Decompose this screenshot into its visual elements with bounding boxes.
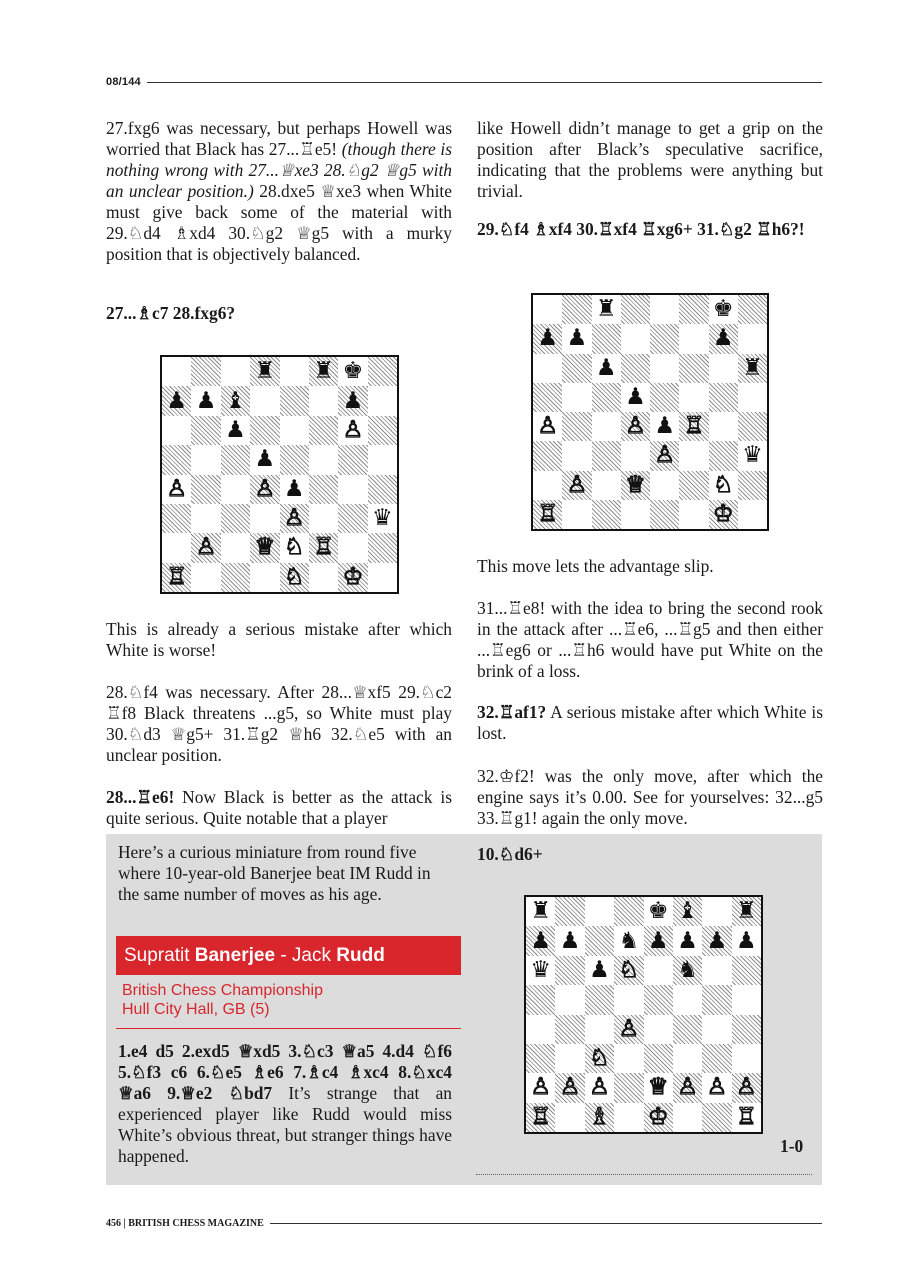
header-rule (147, 82, 822, 83)
white-pawn-icon: ♙ (530, 1074, 551, 1101)
square-g2 (338, 533, 367, 562)
black-pawn-icon: ♟ (166, 387, 187, 414)
black-rook-icon: ♜ (595, 296, 617, 323)
square-c2 (221, 533, 250, 562)
square-d1 (250, 563, 279, 592)
black-pawn-icon: ♟ (537, 325, 558, 352)
black-rook-icon: ♜ (313, 358, 334, 385)
white-queen-icon: ♕ (625, 471, 646, 498)
white-pawn-icon: ♙ (166, 475, 187, 502)
square-e5 (280, 445, 309, 474)
white-knight-icon: ♘ (283, 534, 305, 561)
black-queen-icon: ♛ (742, 442, 763, 469)
square-h6 (738, 354, 767, 383)
square-d4 (250, 475, 279, 504)
square-d7 (250, 386, 279, 415)
white-knight-icon: ♘ (283, 563, 305, 590)
square-c2 (585, 1073, 614, 1102)
square-f1 (673, 1103, 702, 1132)
square-c4 (221, 475, 250, 504)
square-c1 (585, 1103, 614, 1132)
square-d8 (621, 295, 650, 324)
black-pawn-icon: ♟ (647, 927, 669, 954)
square-c6 (592, 354, 621, 383)
left-paragraph-1: 27.fxg6 was necessary, but perhaps Howell was worried that Black has 27...♖e5! (though there is nothing wrong with 27...♕xe3 28.♘g2 ♕g5 with an unclear position.) 28.dxe5 ♕xe3 when White must give back some of the material with 29.♘d4 ♗xd4 30.♘g2 ♕g5 with a murky position that is objectively balanced. (106, 118, 453, 264)
square-d6 (621, 354, 650, 383)
square-f8 (309, 357, 338, 386)
black-pawn-icon: ♟ (706, 927, 728, 954)
square-g1 (709, 500, 738, 529)
white-rook-icon: ♖ (166, 563, 187, 590)
white-pawn-icon: ♙ (566, 471, 588, 498)
square-h4 (738, 412, 767, 441)
square-e8 (644, 897, 673, 926)
square-b5 (555, 985, 584, 1014)
square-d6 (614, 956, 643, 985)
square-a8 (533, 295, 562, 324)
page-header (106, 76, 822, 88)
square-a6 (533, 354, 562, 383)
square-e1 (650, 500, 679, 529)
square-a7 (162, 386, 191, 415)
square-d3 (621, 441, 650, 470)
white-rook-icon: ♖ (530, 1103, 551, 1130)
square-g2 (702, 1073, 731, 1102)
square-c5 (221, 445, 250, 474)
game-result: 1-0 (780, 1136, 804, 1156)
square-d4 (614, 1015, 643, 1044)
square-g7 (338, 386, 367, 415)
black-pawn-icon: ♟ (530, 927, 551, 954)
white-rook-icon: ♖ (736, 1103, 757, 1130)
white-pawn-icon: ♙ (283, 505, 305, 532)
square-a4 (526, 1015, 555, 1044)
square-b7 (555, 926, 584, 955)
square-h1 (738, 500, 767, 529)
square-c8 (585, 897, 614, 926)
square-d3 (614, 1044, 643, 1073)
black-queen-icon: ♛ (530, 956, 551, 983)
square-h8 (732, 897, 761, 926)
square-b3 (562, 441, 591, 470)
square-h8 (368, 357, 397, 386)
square-b6 (562, 354, 591, 383)
black-king-icon: ♚ (712, 296, 734, 323)
black-bishop-icon: ♝ (225, 387, 246, 414)
square-b1 (555, 1103, 584, 1132)
square-g7 (702, 926, 731, 955)
square-g2 (709, 471, 738, 500)
white-pawn-icon: ♙ (342, 416, 364, 443)
black-pawn-icon: ♟ (225, 416, 246, 443)
square-c3 (592, 441, 621, 470)
square-f5 (679, 383, 708, 412)
white-pawn-icon: ♙ (559, 1074, 581, 1101)
square-e3 (650, 441, 679, 470)
square-f2 (309, 533, 338, 562)
boxout-dotted-rule (476, 1174, 812, 1175)
square-a4 (533, 412, 562, 441)
square-g5 (709, 383, 738, 412)
white-pawn-icon: ♙ (195, 534, 217, 561)
white-king-icon: ♔ (342, 563, 364, 590)
event-info: British Chess Championship Hull City Hall, GB (5) (122, 982, 323, 1018)
square-f7 (679, 324, 708, 353)
white-king-icon: ♔ (647, 1103, 669, 1130)
black-rook-icon: ♜ (254, 358, 276, 385)
square-b6 (555, 956, 584, 985)
square-h3 (368, 504, 397, 533)
square-c8 (592, 295, 621, 324)
white-queen-icon: ♕ (254, 534, 276, 561)
black-pawn-icon: ♟ (625, 383, 646, 410)
square-a6 (526, 956, 555, 985)
square-g4 (702, 1015, 731, 1044)
square-g8 (702, 897, 731, 926)
square-h1 (732, 1103, 761, 1132)
square-c4 (592, 412, 621, 441)
square-e7 (280, 386, 309, 415)
square-c1 (221, 563, 250, 592)
square-h7 (732, 926, 761, 955)
square-a2 (162, 533, 191, 562)
square-h2 (732, 1073, 761, 1102)
square-b5 (191, 445, 220, 474)
square-g8 (709, 295, 738, 324)
square-f1 (309, 563, 338, 592)
square-a4 (162, 475, 191, 504)
footer-rule (270, 1223, 822, 1224)
square-a1 (526, 1103, 555, 1132)
white-rook-icon: ♖ (313, 534, 334, 561)
square-b8 (562, 295, 591, 324)
square-h1 (368, 563, 397, 592)
white-pawn-icon: ♙ (589, 1074, 610, 1101)
square-g3 (702, 1044, 731, 1073)
square-f6 (679, 354, 708, 383)
square-f3 (679, 441, 708, 470)
chess-diagram-1 (160, 355, 399, 594)
black-king-icon: ♚ (342, 358, 364, 385)
square-g6 (702, 956, 731, 985)
page-reference: 08/144 (106, 76, 141, 88)
players-banner: Supratit Banerjee - Jack Rudd (116, 936, 461, 975)
square-d7 (621, 324, 650, 353)
square-c7 (221, 386, 250, 415)
black-pawn-icon: ♟ (566, 325, 588, 352)
square-b4 (555, 1015, 584, 1044)
black-pawn-icon: ♟ (712, 325, 734, 352)
right-move-1: 29.♘f4 ♗xf4 30.♖xf4 ♖xg6+ 31.♘g2 ♖h6?! (477, 219, 805, 239)
square-f6 (309, 416, 338, 445)
square-g7 (709, 324, 738, 353)
square-d1 (614, 1103, 643, 1132)
square-d4 (621, 412, 650, 441)
square-g6 (338, 416, 367, 445)
chess-diagram-3 (524, 895, 763, 1134)
square-d5 (614, 985, 643, 1014)
black-pawn-icon: ♟ (654, 413, 675, 440)
square-f4 (679, 412, 708, 441)
square-d1 (621, 500, 650, 529)
square-c2 (592, 471, 621, 500)
square-a7 (533, 324, 562, 353)
square-e5 (644, 985, 673, 1014)
square-b4 (191, 475, 220, 504)
footer-text: 456 | BRITISH CHESS MAGAZINE (106, 1218, 264, 1229)
square-e5 (650, 383, 679, 412)
black-pawn-icon: ♟ (559, 927, 581, 954)
square-f8 (679, 295, 708, 324)
square-c7 (585, 926, 614, 955)
black-pawn-icon: ♟ (254, 446, 276, 473)
square-c7 (592, 324, 621, 353)
square-f5 (309, 445, 338, 474)
square-g1 (338, 563, 367, 592)
square-h2 (738, 471, 767, 500)
left-paragraph-4: 28...♖e6! Now Black is better as the attack is quite serious. Quite notable that a player (106, 787, 452, 828)
square-d2 (621, 471, 650, 500)
square-b3 (191, 504, 220, 533)
square-b4 (562, 412, 591, 441)
square-c3 (585, 1044, 614, 1073)
square-g4 (338, 475, 367, 504)
square-b2 (555, 1073, 584, 1102)
square-d6 (250, 416, 279, 445)
square-f4 (673, 1015, 702, 1044)
white-queen-icon: ♕ (647, 1074, 669, 1101)
black-knight-icon: ♞ (618, 927, 640, 954)
square-d8 (250, 357, 279, 386)
square-b5 (562, 383, 591, 412)
page-footer (106, 1218, 822, 1229)
left-move-1: 27...♗c7 28.fxg6? (106, 303, 236, 323)
white-pawn-icon: ♙ (706, 1074, 728, 1101)
square-f7 (673, 926, 702, 955)
square-c6 (585, 956, 614, 985)
square-a6 (162, 416, 191, 445)
right-paragraph-5: 32.♔f2! was the only move, after which the engine says it’s 0.00. See for yourselves: 32...g5 33.♖g1! again the only move. (477, 766, 823, 828)
white-knight-icon: ♘ (589, 1045, 610, 1072)
square-g8 (338, 357, 367, 386)
square-a7 (526, 926, 555, 955)
right-paragraph-2: This move lets the advantage slip. (477, 556, 714, 576)
white-pawn-icon: ♙ (537, 413, 558, 440)
black-pawn-icon: ♟ (736, 927, 757, 954)
square-e3 (644, 1044, 673, 1073)
white-pawn-icon: ♙ (677, 1074, 698, 1101)
square-e6 (650, 354, 679, 383)
square-e6 (280, 416, 309, 445)
square-f3 (309, 504, 338, 533)
white-pawn-icon: ♙ (736, 1074, 757, 1101)
square-b2 (191, 533, 220, 562)
square-c5 (585, 985, 614, 1014)
square-e2 (644, 1073, 673, 1102)
square-h5 (368, 445, 397, 474)
square-f1 (679, 500, 708, 529)
square-a3 (526, 1044, 555, 1073)
square-a5 (526, 985, 555, 1014)
square-g3 (709, 441, 738, 470)
square-d8 (614, 897, 643, 926)
square-d7 (614, 926, 643, 955)
black-rook-icon: ♜ (530, 898, 551, 925)
left-paragraph-2: This is already a serious mistake after which White is worse! (106, 619, 452, 660)
square-f4 (309, 475, 338, 504)
square-f2 (679, 471, 708, 500)
square-f6 (673, 956, 702, 985)
square-f8 (673, 897, 702, 926)
right-paragraph-3: 31...♖e8! with the idea to bring the second rook in the attack after ...♖e6, ...♖g5 and then either ...♖eg6 or ...♖h6 would have put White on the brink of a loss. (477, 598, 823, 681)
square-a5 (533, 383, 562, 412)
final-move: 10.♘d6+ (477, 844, 543, 864)
square-h6 (368, 416, 397, 445)
square-e8 (280, 357, 309, 386)
square-c3 (221, 504, 250, 533)
square-b1 (562, 500, 591, 529)
square-e2 (650, 471, 679, 500)
black-bishop-icon: ♝ (677, 898, 698, 925)
black-pawn-icon: ♟ (677, 927, 698, 954)
square-d2 (250, 533, 279, 562)
square-a1 (162, 563, 191, 592)
square-h4 (732, 1015, 761, 1044)
square-h2 (368, 533, 397, 562)
square-d3 (250, 504, 279, 533)
square-b7 (191, 386, 220, 415)
square-g4 (709, 412, 738, 441)
square-a3 (533, 441, 562, 470)
square-b7 (562, 324, 591, 353)
square-g5 (702, 985, 731, 1014)
black-queen-icon: ♛ (372, 505, 393, 532)
square-c8 (221, 357, 250, 386)
square-e7 (650, 324, 679, 353)
square-c6 (221, 416, 250, 445)
white-pawn-icon: ♙ (654, 442, 675, 469)
square-e8 (650, 295, 679, 324)
square-h5 (738, 383, 767, 412)
event-divider (116, 1028, 461, 1029)
square-e7 (644, 926, 673, 955)
black-knight-icon: ♞ (677, 956, 698, 983)
left-paragraph-3: 28.♘f4 was necessary. After 28...♕xf5 29.♘c2 ♖f8 Black threatens ...g5, so White must play 30.♘d3 ♕g5+ 31.♖g2 ♕h6 32.♘e5 with an unclear position. (106, 682, 452, 765)
game-boxout (106, 834, 822, 1185)
black-pawn-icon: ♟ (595, 354, 617, 381)
square-c1 (592, 500, 621, 529)
square-h3 (738, 441, 767, 470)
black-pawn-icon: ♟ (342, 387, 364, 414)
left-column (106, 118, 452, 265)
square-b6 (191, 416, 220, 445)
square-f3 (673, 1044, 702, 1073)
square-b2 (562, 471, 591, 500)
square-h5 (732, 985, 761, 1014)
square-b8 (555, 897, 584, 926)
black-pawn-icon: ♟ (283, 475, 305, 502)
square-c5 (592, 383, 621, 412)
white-knight-icon: ♘ (618, 956, 640, 983)
square-a8 (162, 357, 191, 386)
square-f5 (673, 985, 702, 1014)
game-moves: 1.e4 d5 2.exd5 ♕xd5 3.♘c3 ♕a5 4.d4 ♘f6 5.♘f3 c6 6.♘e5 ♗e6 7.♗c4 ♗xc4 8.♘xc4 ♕a6 9.♕e2 ♘bd7 It’s strange that an experienced player like Rudd would miss White’s obvious threat, but stranger things have happened. (118, 1041, 452, 1166)
square-e2 (280, 533, 309, 562)
square-a2 (526, 1073, 555, 1102)
white-rook-icon: ♖ (683, 413, 705, 440)
white-knight-icon: ♘ (712, 471, 734, 498)
black-pawn-icon: ♟ (589, 956, 610, 983)
square-c4 (585, 1015, 614, 1044)
square-h8 (738, 295, 767, 324)
square-h3 (732, 1044, 761, 1073)
white-bishop-icon: ♗ (589, 1103, 610, 1130)
square-a1 (533, 500, 562, 529)
square-b3 (555, 1044, 584, 1073)
square-d5 (250, 445, 279, 474)
square-d5 (621, 383, 650, 412)
square-a8 (526, 897, 555, 926)
square-h7 (368, 386, 397, 415)
black-rook-icon: ♜ (736, 898, 757, 925)
square-g6 (709, 354, 738, 383)
square-g1 (702, 1103, 731, 1132)
square-b1 (191, 563, 220, 592)
square-e4 (644, 1015, 673, 1044)
square-a5 (162, 445, 191, 474)
square-a3 (162, 504, 191, 533)
square-e1 (644, 1103, 673, 1132)
right-paragraph-1: like Howell didn’t manage to get a grip on the position after Black’s speculative sacrifice, indicating that the problems were anything but trivial. (477, 118, 823, 201)
white-rook-icon: ♖ (537, 500, 558, 527)
square-d2 (614, 1073, 643, 1102)
square-g3 (338, 504, 367, 533)
white-pawn-icon: ♙ (618, 1015, 640, 1042)
black-pawn-icon: ♟ (195, 387, 217, 414)
boxout-intro: Here’s a curious miniature from round five where 10-year-old Banerjee beat IM Rudd in the same number of moves as his age. (118, 842, 431, 904)
white-pawn-icon: ♙ (254, 475, 276, 502)
square-b8 (191, 357, 220, 386)
square-h7 (738, 324, 767, 353)
square-f2 (673, 1073, 702, 1102)
right-paragraph-4: 32.♖af1? A serious mistake after which White is lost. (477, 702, 823, 743)
chess-diagram-2 (531, 293, 769, 531)
square-a2 (533, 471, 562, 500)
white-king-icon: ♔ (712, 500, 734, 527)
white-pawn-icon: ♙ (625, 413, 646, 440)
square-e1 (280, 563, 309, 592)
square-e6 (644, 956, 673, 985)
square-e4 (280, 475, 309, 504)
square-e4 (650, 412, 679, 441)
square-h6 (732, 956, 761, 985)
black-king-icon: ♚ (647, 898, 669, 925)
square-f7 (309, 386, 338, 415)
square-h4 (368, 475, 397, 504)
square-g5 (338, 445, 367, 474)
square-e3 (280, 504, 309, 533)
black-rook-icon: ♜ (742, 354, 763, 381)
